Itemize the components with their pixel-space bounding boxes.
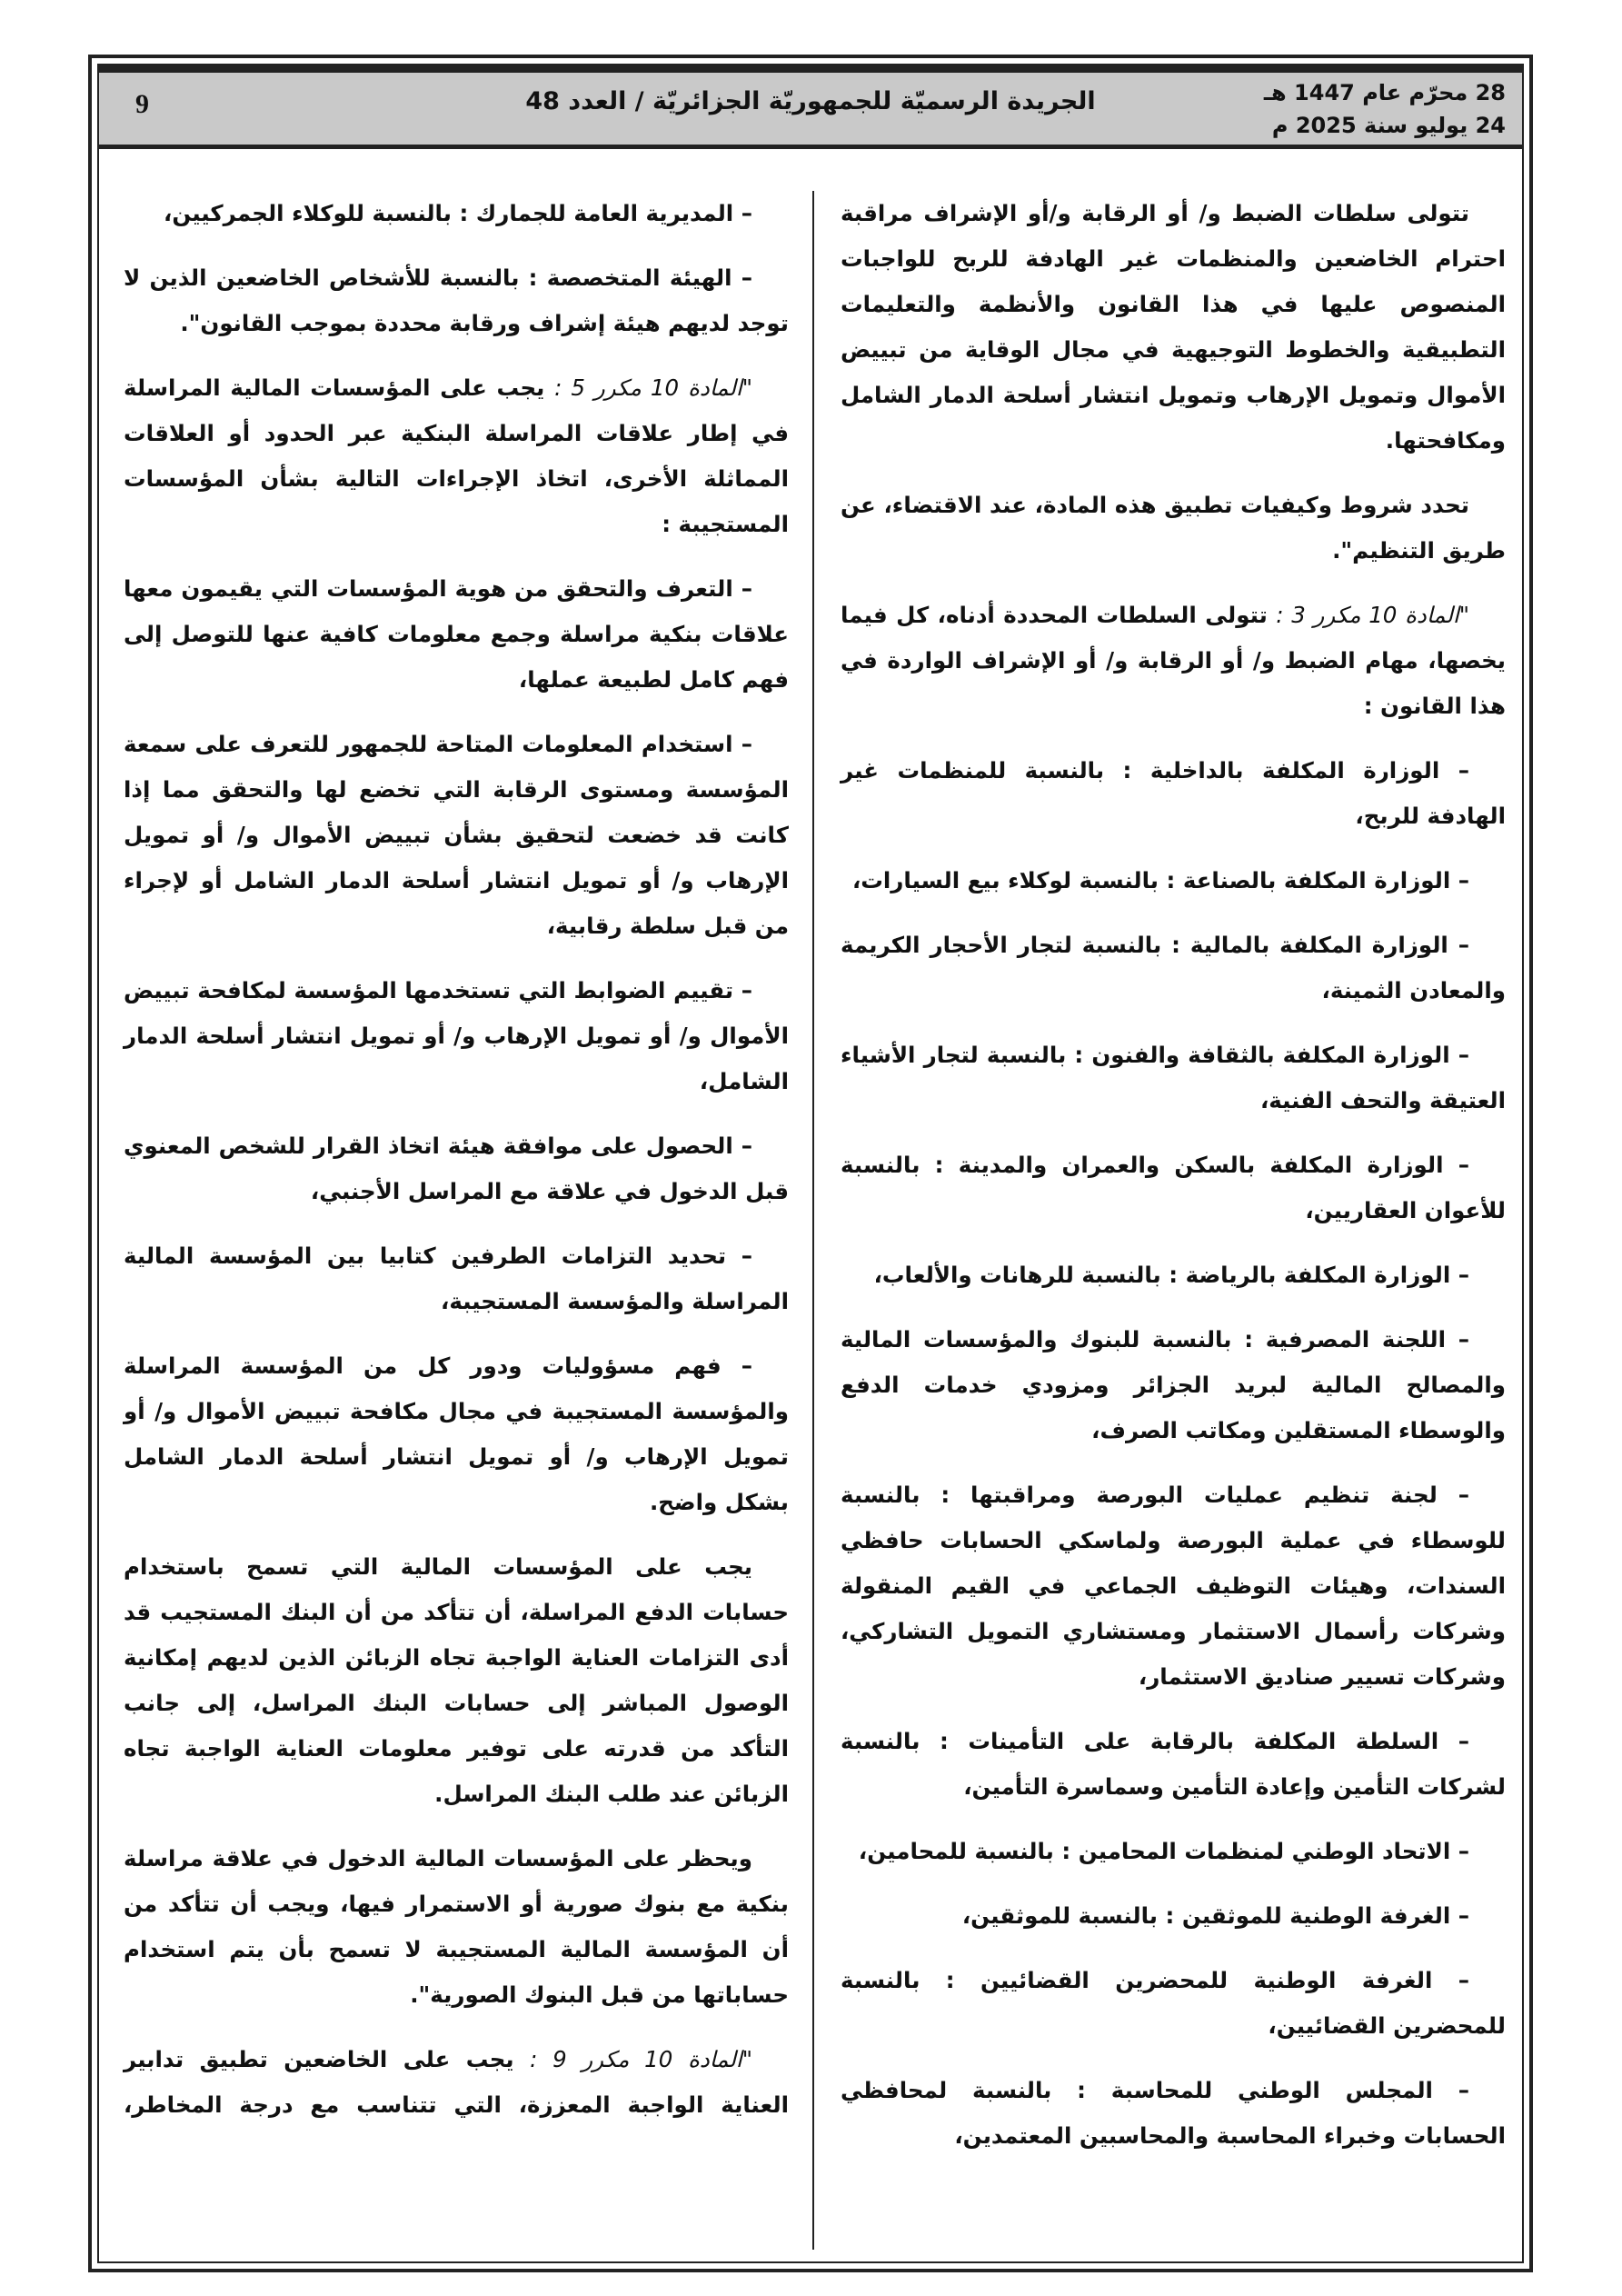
paragraph [841,923,1506,1013]
page-header [99,65,1522,149]
article-heading: "المادة 10 مكرر 5 : [554,374,752,401]
paragraph-text: – الوزارة المكلفة بالثقافة والفنون : بالنسبة لتجار الأشياء العتيقة والتحف الفنية، [841,1042,1506,1113]
paragraph [841,1893,1506,1939]
paragraph-text: – اللجنة المصرفية : بالنسبة للبنوك والمؤسسات المالية والمصالح المالية لبريد الجزائر ومزودي خدمات الدفع والوسطاء المستقلين ومكاتب الصرف، [841,1326,1506,1443]
article-heading: "المادة 10 مكرر 3 : [1276,602,1469,628]
column-divider [812,191,814,2250]
paragraph-text: – فهم مسؤوليات ودور كل من المؤسسة المراسلة والمؤسسة المستجيبة في مجال مكافحة تبييض الأموال و/ أو تمويل الإرهاب و/ أو تمويل انتشار أسلحة الدمار الشامل بشكل واضح. [124,1353,789,1515]
paragraph [124,2037,789,2128]
article-heading: "المادة 10 مكرر 9 : [530,2046,752,2072]
paragraph [841,1472,1506,1700]
paragraph-text: يجب على المؤسسات المالية التي تسمح باستخدام حسابات الدفع المراسلة، أن تتأكد من أن البنك المستجيب قد أدى التزامات العناية الواجبة تجاه الزبائن الذين لديهم إمكانية الوصول المباشر إلى حسابات البنك المراسل، إلى جانب التأكد من قدرته على توفير معلومات العناية الواجبة تجاه الزبائن عند طلب البنك المراسل. [124,1553,789,1807]
paragraph-text: – تقييم الضوابط التي تستخدمها المؤسسة لمكافحة تبييض الأموال و/ أو تمويل الإرهاب و/ أو تمويل انتشار أسلحة الدمار الشامل، [124,977,789,1094]
paragraph-text: – الوزارة المكلفة بالصناعة : بالنسبة لوكلاء بيع السيارات، [851,867,1469,893]
paragraph [841,748,1506,839]
paragraph [841,191,1506,464]
paragraph-text: – تحديد التزامات الطرفين كتابيا بين المؤسسة المالية المراسلة والمؤسسة المستجيبة، [124,1243,789,1314]
paragraph-text: – السلطة المكلفة بالرقابة على التأمينات : بالنسبة لشركات التأمين وإعادة التأمين وسماسرة التأمين، [841,1728,1506,1800]
paragraph-text: تتولى السلطات المحددة أدناه، كل فيما يخصها، مهام الضبط و/ أو الرقابة و/ أو الإشراف الواردة في هذا القانون : [841,602,1506,719]
paragraph [124,1836,789,2018]
paragraph [124,1233,789,1324]
paragraph-text: – الوزارة المكلفة بالداخلية : بالنسبة للمنظمات غير الهادفة للربح، [841,757,1506,829]
paragraph-text: – المديرية العامة للجمارك : بالنسبة للوكلاء الجمركيين، [164,200,752,226]
paragraph [841,593,1506,729]
paragraph [124,255,789,346]
paragraph-text: – الغرفة الوطنية للموثقين : بالنسبة للموثقين، [961,1902,1469,1929]
date-hijri: 28 محرّم عام 1447 هـ [1263,80,1506,105]
paragraph-text: – الغرفة الوطنية للمحضرين القضائيين : بالنسبة للمحضرين القضائيين، [841,1967,1506,2039]
paragraph [124,1343,789,1525]
paragraph-text: ويحظر على المؤسسات المالية الدخول في علاقة مراسلة بنكية مع بنوك صورية أو الاستمرار فيها، ويجب أن تتأكد من أن المؤسسة المالية المستجيبة لا تسمح بأن يتم استخدام حساباتها من قبل البنوك الصورية". [124,1845,789,2008]
paragraph [841,2068,1506,2159]
paragraph [841,858,1506,903]
paragraph [841,1317,1506,1453]
paragraph-text: – الهيئة المتخصصة : بالنسبة للأشخاص الخاضعين الذين لا توجد لديهم هيئة إشراف ورقابة محددة بموجب القانون". [124,265,789,336]
paragraph-text: يجب على الخاضعين تطبيق تدابير العناية الواجبة المعززة، التي تتناسب مع درجة المخاطر، [124,2046,789,2118]
paragraph-text: – التعرف والتحقق من هوية المؤسسات التي يقيمون معها علاقات بنكية مراسلة وجمع معلومات كافية عنها للتوصل إلى فهم كامل لطبيعة عملها، [124,575,789,693]
paragraph-text: يجب على المؤسسات المالية المراسلة في إطار علاقات المراسلة البنكية عبر الحدود أو العلاقات المماثلة الأخرى، اتخاذ الإجراءات التالية بشأن المؤسسات المستجيبة : [124,374,789,537]
page-number: 9 [135,89,149,119]
paragraph [841,1719,1506,1810]
paragraph [841,1143,1506,1233]
paragraph [841,1829,1506,1874]
paragraph [841,483,1506,574]
paragraph-text: – الوزارة المكلفة بالسكن والعمران والمدينة : بالنسبة للأعوان العقاريين، [841,1152,1506,1223]
paragraph [841,1033,1506,1123]
paragraph-text: تحدد شروط وكيفيات تطبيق هذه المادة، عند الاقتضاء، عن طريق التنظيم". [841,492,1506,564]
issue-date [1264,76,1506,142]
paragraph-text: – لجنة تنظيم عمليات البورصة ومراقبتها : بالنسبة للوسطاء في عملية البورصة ولماسكي الحسابات حافظي السندات، وهيئات التوظيف الجماعي في القيم المنقولة وشركات رأسمال الاستثمار ومستشاري التمويل التشاركي، وشركات تسيير صناديق الاستثمار، [841,1482,1506,1690]
paragraph [124,1123,789,1214]
paragraph-text: – الاتحاد الوطني لمنظمات المحامين : بالنسبة للمحامين، [858,1838,1469,1864]
paragraph-text: – المجلس الوطني للمحاسبة : بالنسبة لمحافظي الحسابات وخبراء المحاسبة والمحاسبين المعتمدين، [841,2077,1506,2149]
paragraph-text: – الحصول على موافقة هيئة اتخاذ القرار للشخص المعنوي قبل الدخول في علاقة مع المراسل الأجنبي، [124,1133,789,1204]
paragraph-text: – الوزارة المكلفة بالمالية : بالنسبة لتجار الأحجار الكريمة والمعادن الثمينة، [841,932,1506,1003]
paragraph [841,1958,1506,2049]
paragraph-text: – استخدام المعلومات المتاحة للجمهور للتعرف على سمعة المؤسسة ومستوى الرقابة التي تخضع لها والتحقق مما إذا كانت قد خضعت لتحقيق بشأن تبييض الأموال و/ أو تمويل الإرهاب و/ أو تمويل انتشار أسلحة الدمار الشامل أو لإجراء من قبل سلطة رقابية، [124,731,789,939]
paragraph-text: تتولى سلطات الضبط و/ أو الرقابة و/أو الإشراف مراقبة احترام الخاضعين والمنظمات غير الهادفة للربح للواجبات المنصوص عليها في هذا القانون والأنظمة والتعليمات التطبيقية والخطوط التوجيهية في مجال الوقاية من تبييض الأموال وتمويل الإرهاب وتمويل انتشار أسلحة الدمار الشامل ومكافحتها. [841,200,1506,454]
right-column [841,191,1506,2178]
gazette-title: الجريدة الرسميّة للجمهوريّة الجزائريّة / العدد 48 [525,87,1096,115]
paragraph [124,566,789,703]
date-gregorian: 24 يوليو سنة 2025 م [1271,113,1506,138]
paragraph [124,968,789,1104]
paragraph [124,191,789,236]
paragraph [124,722,789,949]
paragraph [124,365,789,547]
paragraph [841,1253,1506,1298]
left-column [124,191,789,2147]
paragraph [124,1544,789,1817]
paragraph-text: – الوزارة المكلفة بالرياضة : بالنسبة للرهانات والألعاب، [873,1262,1469,1288]
